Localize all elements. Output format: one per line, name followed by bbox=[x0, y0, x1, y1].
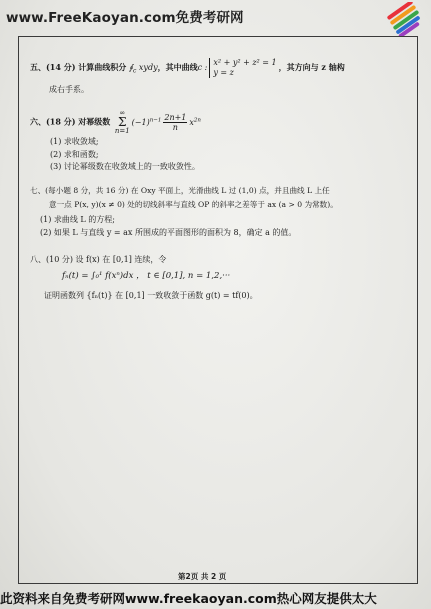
q7-line1: 七、(每小题 8 分，共 16 分) 在 Oxy 平面上，光滑曲线 L 过 (1,0) 点，并且曲线 L 上任 bbox=[30, 186, 330, 195]
watermark-banner: 此资料来自免费考研网www.freekaoyan.com热心网友提供太大 bbox=[0, 591, 377, 606]
q6-fraction: $\frac{2n+1}{n}$ bbox=[164, 113, 187, 132]
q7-line2: 意一点 P(x, y)(x ≠ 0) 处的切线斜率与直线 OP 的斜率之差等于 ax (a > 0 为常数)。 bbox=[49, 200, 338, 209]
q8-formula: fₙ(t) = ∫₀¹ f(xⁿ)dx ， t ∈ [0,1], n = 1,2,··· bbox=[62, 271, 231, 281]
q5-tail: ，其方向与 z 轴构 bbox=[278, 62, 345, 72]
q5-system: x² + y² + z² = 1 y = z bbox=[209, 58, 276, 78]
page-number: 第2页 共 2 页 bbox=[178, 572, 227, 581]
q6-head: 六、(18 分) 对幂级数 bbox=[30, 116, 111, 127]
question-6 bbox=[30, 110, 201, 135]
question-5 bbox=[30, 58, 345, 78]
q5-line2: 成右手系。 bbox=[49, 85, 89, 94]
q5-head: 五、(14 分) 计算曲线积分 bbox=[30, 62, 127, 72]
q6-items bbox=[44, 136, 200, 174]
freekaoyan-logo-icon bbox=[381, 2, 425, 36]
q6-item-1: (1) 求收敛域; bbox=[50, 137, 99, 146]
q5-mid: ，其中曲线 bbox=[157, 62, 198, 72]
q5-curve: c : bbox=[197, 63, 208, 72]
q6-sum: ∞ Σ n=1 bbox=[114, 109, 130, 135]
q8-line1: 八、(10 分) 设 f(x) 在 [0,1] 连续，令 bbox=[30, 255, 167, 264]
site-title: www.FreeKaoyan.com免费考研网 bbox=[6, 10, 244, 26]
q7-item-2: (2) 如果 L 与直线 y = ax 所围成的平面图形的面积为 8，确定 a 的值。 bbox=[40, 228, 297, 237]
q8-line3: 证明函数列 {fₙ(t)} 在 [0,1] 一致收敛于函数 g(t) = tf(0)。 bbox=[44, 291, 258, 300]
q6-item-3: (3) 讨论幂级数在收敛域上的一致收敛性。 bbox=[50, 162, 200, 171]
q6-item-2: (2) 求和函数; bbox=[50, 149, 99, 159]
q6-term-a: $(-1)^{n-1}$ bbox=[131, 116, 162, 127]
q5-integral: $∮_c$ xydy bbox=[128, 63, 158, 75]
q6-term-b: $x^{2n}$ bbox=[189, 116, 201, 127]
q7-items bbox=[34, 213, 296, 239]
q7-item-1: (1) 求曲线 L 的方程; bbox=[40, 215, 115, 224]
